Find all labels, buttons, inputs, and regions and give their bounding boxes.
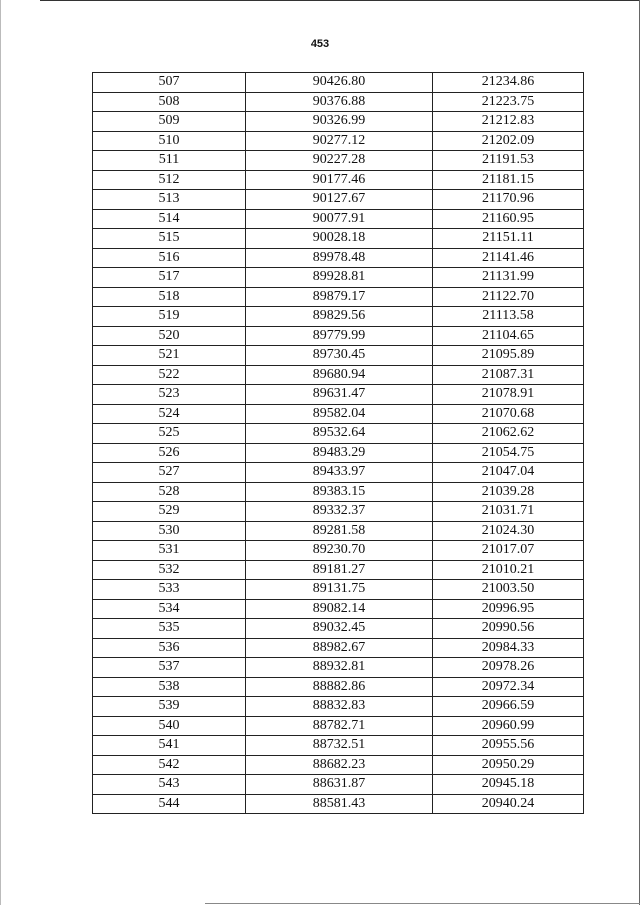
- value-b-cell: 20945.18: [433, 775, 584, 795]
- row-index-cell: 523: [93, 385, 246, 405]
- value-b-cell: 21078.91: [433, 385, 584, 405]
- table-row: [93, 794, 584, 814]
- value-a-cell: 89230.70: [246, 541, 433, 561]
- table-row: [93, 658, 584, 678]
- value-b-cell: 20978.26: [433, 658, 584, 678]
- table-row: [93, 775, 584, 795]
- value-a-cell: 88682.23: [246, 755, 433, 775]
- table-row: [93, 307, 584, 327]
- value-a-cell: 89680.94: [246, 365, 433, 385]
- table-row: [93, 229, 584, 249]
- value-a-cell: 89829.56: [246, 307, 433, 327]
- value-a-cell: 88581.43: [246, 794, 433, 814]
- table-row: [93, 151, 584, 171]
- table-row: [93, 346, 584, 366]
- row-index-cell: 524: [93, 404, 246, 424]
- value-a-cell: 89181.27: [246, 560, 433, 580]
- value-a-cell: 88832.83: [246, 697, 433, 717]
- table-row: [93, 443, 584, 463]
- row-index-cell: 532: [93, 560, 246, 580]
- table-row: [93, 170, 584, 190]
- row-index-cell: 512: [93, 170, 246, 190]
- table-row: [93, 404, 584, 424]
- row-index-cell: 510: [93, 131, 246, 151]
- value-b-cell: 21151.11: [433, 229, 584, 249]
- row-index-cell: 526: [93, 443, 246, 463]
- table-row: [93, 92, 584, 112]
- table-row: [93, 365, 584, 385]
- row-index-cell: 519: [93, 307, 246, 327]
- row-index-cell: 518: [93, 287, 246, 307]
- value-b-cell: 21223.75: [433, 92, 584, 112]
- value-b-cell: 20950.29: [433, 755, 584, 775]
- value-b-cell: 21062.62: [433, 424, 584, 444]
- table-row: [93, 716, 584, 736]
- value-a-cell: 88882.86: [246, 677, 433, 697]
- value-a-cell: 89032.45: [246, 619, 433, 639]
- table-row: [93, 697, 584, 717]
- row-index-cell: 536: [93, 638, 246, 658]
- row-index-cell: 531: [93, 541, 246, 561]
- value-a-cell: 90227.28: [246, 151, 433, 171]
- value-a-cell: 89631.47: [246, 385, 433, 405]
- value-b-cell: 21202.09: [433, 131, 584, 151]
- row-index-cell: 528: [93, 482, 246, 502]
- value-a-cell: 89332.37: [246, 502, 433, 522]
- value-a-cell: 89928.81: [246, 268, 433, 288]
- row-index-cell: 533: [93, 580, 246, 600]
- row-index-cell: 507: [93, 73, 246, 93]
- row-index-cell: 529: [93, 502, 246, 522]
- value-b-cell: 21087.31: [433, 365, 584, 385]
- table-row: [93, 560, 584, 580]
- value-b-cell: 21003.50: [433, 580, 584, 600]
- value-b-cell: 21181.15: [433, 170, 584, 190]
- value-b-cell: 20960.99: [433, 716, 584, 736]
- value-b-cell: 20972.34: [433, 677, 584, 697]
- value-a-cell: 88631.87: [246, 775, 433, 795]
- value-a-cell: 89281.58: [246, 521, 433, 541]
- data-table: [92, 72, 584, 814]
- table-row: [93, 287, 584, 307]
- row-index-cell: 544: [93, 794, 246, 814]
- table-row: [93, 268, 584, 288]
- table-body: [93, 73, 584, 814]
- row-index-cell: 539: [93, 697, 246, 717]
- row-index-cell: 534: [93, 599, 246, 619]
- table-row: [93, 326, 584, 346]
- row-index-cell: 520: [93, 326, 246, 346]
- value-b-cell: 21070.68: [433, 404, 584, 424]
- table-row: [93, 521, 584, 541]
- table-row: [93, 599, 584, 619]
- value-a-cell: 89730.45: [246, 346, 433, 366]
- value-a-cell: 88782.71: [246, 716, 433, 736]
- row-index-cell: 508: [93, 92, 246, 112]
- value-b-cell: 20990.56: [433, 619, 584, 639]
- row-index-cell: 527: [93, 463, 246, 483]
- value-a-cell: 88932.81: [246, 658, 433, 678]
- value-b-cell: 20955.56: [433, 736, 584, 756]
- value-a-cell: 90277.12: [246, 131, 433, 151]
- row-index-cell: 543: [93, 775, 246, 795]
- table-row: [93, 482, 584, 502]
- value-a-cell: 89082.14: [246, 599, 433, 619]
- value-b-cell: 21010.21: [433, 560, 584, 580]
- page-number: 453: [310, 38, 330, 50]
- page-edge-bottom: [205, 903, 640, 904]
- table-row: [93, 677, 584, 697]
- row-index-cell: 530: [93, 521, 246, 541]
- value-a-cell: 88982.67: [246, 638, 433, 658]
- row-index-cell: 522: [93, 365, 246, 385]
- table-row: [93, 385, 584, 405]
- value-a-cell: 89779.99: [246, 326, 433, 346]
- table-row: [93, 112, 584, 132]
- value-b-cell: 21017.07: [433, 541, 584, 561]
- value-b-cell: 21031.71: [433, 502, 584, 522]
- table-row: [93, 131, 584, 151]
- value-b-cell: 20966.59: [433, 697, 584, 717]
- value-a-cell: 90376.88: [246, 92, 433, 112]
- value-a-cell: 89532.64: [246, 424, 433, 444]
- row-index-cell: 511: [93, 151, 246, 171]
- value-a-cell: 89582.04: [246, 404, 433, 424]
- value-b-cell: 21160.95: [433, 209, 584, 229]
- value-a-cell: 89131.75: [246, 580, 433, 600]
- value-b-cell: 21054.75: [433, 443, 584, 463]
- row-index-cell: 540: [93, 716, 246, 736]
- row-index-cell: 514: [93, 209, 246, 229]
- table-row: [93, 209, 584, 229]
- value-a-cell: 89978.48: [246, 248, 433, 268]
- row-index-cell: 521: [93, 346, 246, 366]
- page-edge-top: [40, 0, 640, 1]
- row-index-cell: 509: [93, 112, 246, 132]
- value-b-cell: 21170.96: [433, 190, 584, 210]
- table-row: [93, 190, 584, 210]
- value-a-cell: 90077.91: [246, 209, 433, 229]
- value-a-cell: 90028.18: [246, 229, 433, 249]
- value-a-cell: 89483.29: [246, 443, 433, 463]
- value-b-cell: 21095.89: [433, 346, 584, 366]
- value-b-cell: 21212.83: [433, 112, 584, 132]
- value-a-cell: 90177.46: [246, 170, 433, 190]
- row-index-cell: 538: [93, 677, 246, 697]
- row-index-cell: 542: [93, 755, 246, 775]
- table-row: [93, 619, 584, 639]
- value-b-cell: 21113.58: [433, 307, 584, 327]
- row-index-cell: 516: [93, 248, 246, 268]
- table-row: [93, 73, 584, 93]
- value-a-cell: 90426.80: [246, 73, 433, 93]
- value-b-cell: 21141.46: [433, 248, 584, 268]
- table-row: [93, 541, 584, 561]
- row-index-cell: 517: [93, 268, 246, 288]
- value-b-cell: 21234.86: [433, 73, 584, 93]
- page-edge-left: [0, 0, 1, 905]
- table-row: [93, 248, 584, 268]
- value-b-cell: 21047.04: [433, 463, 584, 483]
- table-row: [93, 502, 584, 522]
- value-a-cell: 89879.17: [246, 287, 433, 307]
- value-a-cell: 90127.67: [246, 190, 433, 210]
- table-row: [93, 736, 584, 756]
- row-index-cell: 535: [93, 619, 246, 639]
- value-b-cell: 21104.65: [433, 326, 584, 346]
- row-index-cell: 513: [93, 190, 246, 210]
- row-index-cell: 537: [93, 658, 246, 678]
- value-b-cell: 21191.53: [433, 151, 584, 171]
- value-b-cell: 21039.28: [433, 482, 584, 502]
- row-index-cell: 525: [93, 424, 246, 444]
- value-a-cell: 90326.99: [246, 112, 433, 132]
- table-row: [93, 463, 584, 483]
- value-a-cell: 89383.15: [246, 482, 433, 502]
- table-row: [93, 580, 584, 600]
- value-b-cell: 21131.99: [433, 268, 584, 288]
- table-row: [93, 424, 584, 444]
- table-row: [93, 638, 584, 658]
- table-row: [93, 755, 584, 775]
- value-a-cell: 89433.97: [246, 463, 433, 483]
- row-index-cell: 541: [93, 736, 246, 756]
- value-b-cell: 21122.70: [433, 287, 584, 307]
- value-b-cell: 20940.24: [433, 794, 584, 814]
- value-b-cell: 21024.30: [433, 521, 584, 541]
- value-a-cell: 88732.51: [246, 736, 433, 756]
- row-index-cell: 515: [93, 229, 246, 249]
- value-b-cell: 20984.33: [433, 638, 584, 658]
- value-b-cell: 20996.95: [433, 599, 584, 619]
